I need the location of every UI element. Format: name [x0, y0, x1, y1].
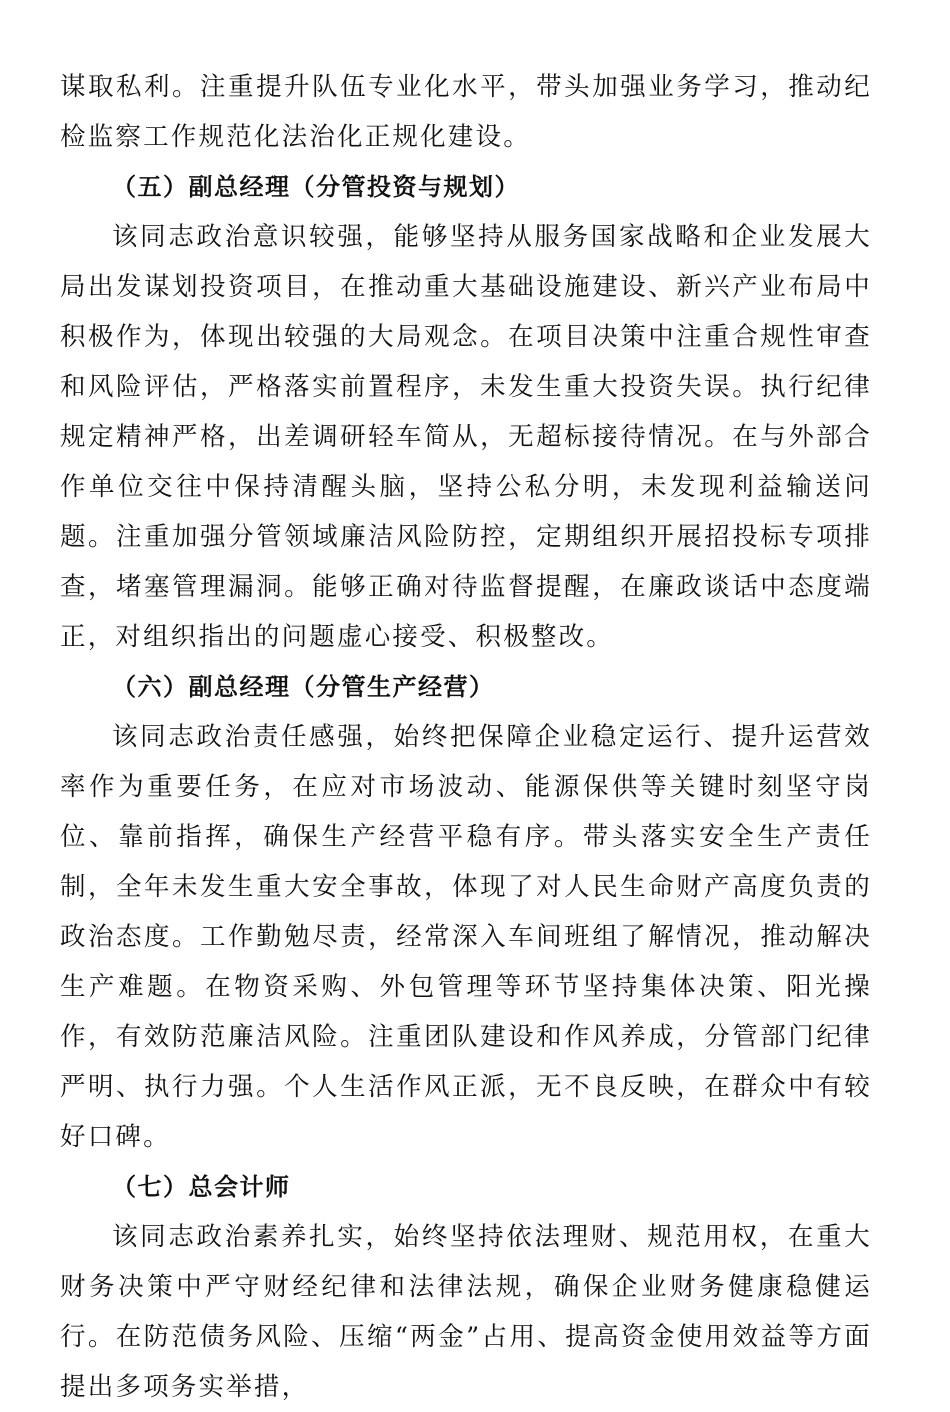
- document-page: [60, 62, 872, 1412]
- section-heading-7: （七）总会计师: [112, 1173, 291, 1201]
- section-heading-6: （六）副总经理（分管生产经营）: [112, 673, 495, 701]
- continuation-paragraph: 谋取私利。注重提升队伍专业化水平，带头加强业务学习，推动纪检监察工作规范化法治化正规化建设。: [60, 72, 872, 152]
- section-body-6: 该同志政治责任感强，始终把保障企业稳定运行、提升运营效率作为重要任务，在应对市场波动、能源保供等关键时刻坚守岗位、靠前指挥，确保生产经营平稳有序。带头落实安全生产责任制，全年未发生重大安全事故，体现了对人民生命财产高度负责的政治态度。工作勤勉尽责，经常深入车间班组了解情况，推动解决生产难题。在物资采购、外包管理等环节坚持集体决策、阳光操作，有效防范廉洁风险。注重团队建设和作风养成，分管部门纪律严明、执行力强。个人生活作风正派，无不良反映，在群众中有较好口碑。: [60, 722, 872, 1152]
- section-body-7: 该同志政治素养扎实，始终坚持依法理财、规范用权，在重大财务决策中严守财经纪律和法律法规，确保企业财务健康稳健运行。在防范债务风险、压缩“两金”占用、提高资金使用效益等方面提出多项务实举措，: [60, 1222, 872, 1402]
- section-body-5: 该同志政治意识较强，能够坚持从服务国家战略和企业发展大局出发谋划投资项目，在推动重大基础设施建设、新兴产业布局中积极作为，体现出较强的大局观念。在项目决策中注重合规性审查和风险评估，严格落实前置程序，未发生重大投资失误。执行纪律规定精神严格，出差调研轻车简从，无超标接待情况。在与外部合作单位交往中保持清醒头脑，坚持公私分明，未发现利益输送问题。注重加强分管领域廉洁风险防控，定期组织开展招投标专项排查，堵塞管理漏洞。能够正确对待监督提醒，在廉政谈话中态度端正，对组织指出的问题虚心接受、积极整改。: [60, 222, 872, 652]
- section-heading-5: （五）副总经理（分管投资与规划）: [112, 173, 520, 201]
